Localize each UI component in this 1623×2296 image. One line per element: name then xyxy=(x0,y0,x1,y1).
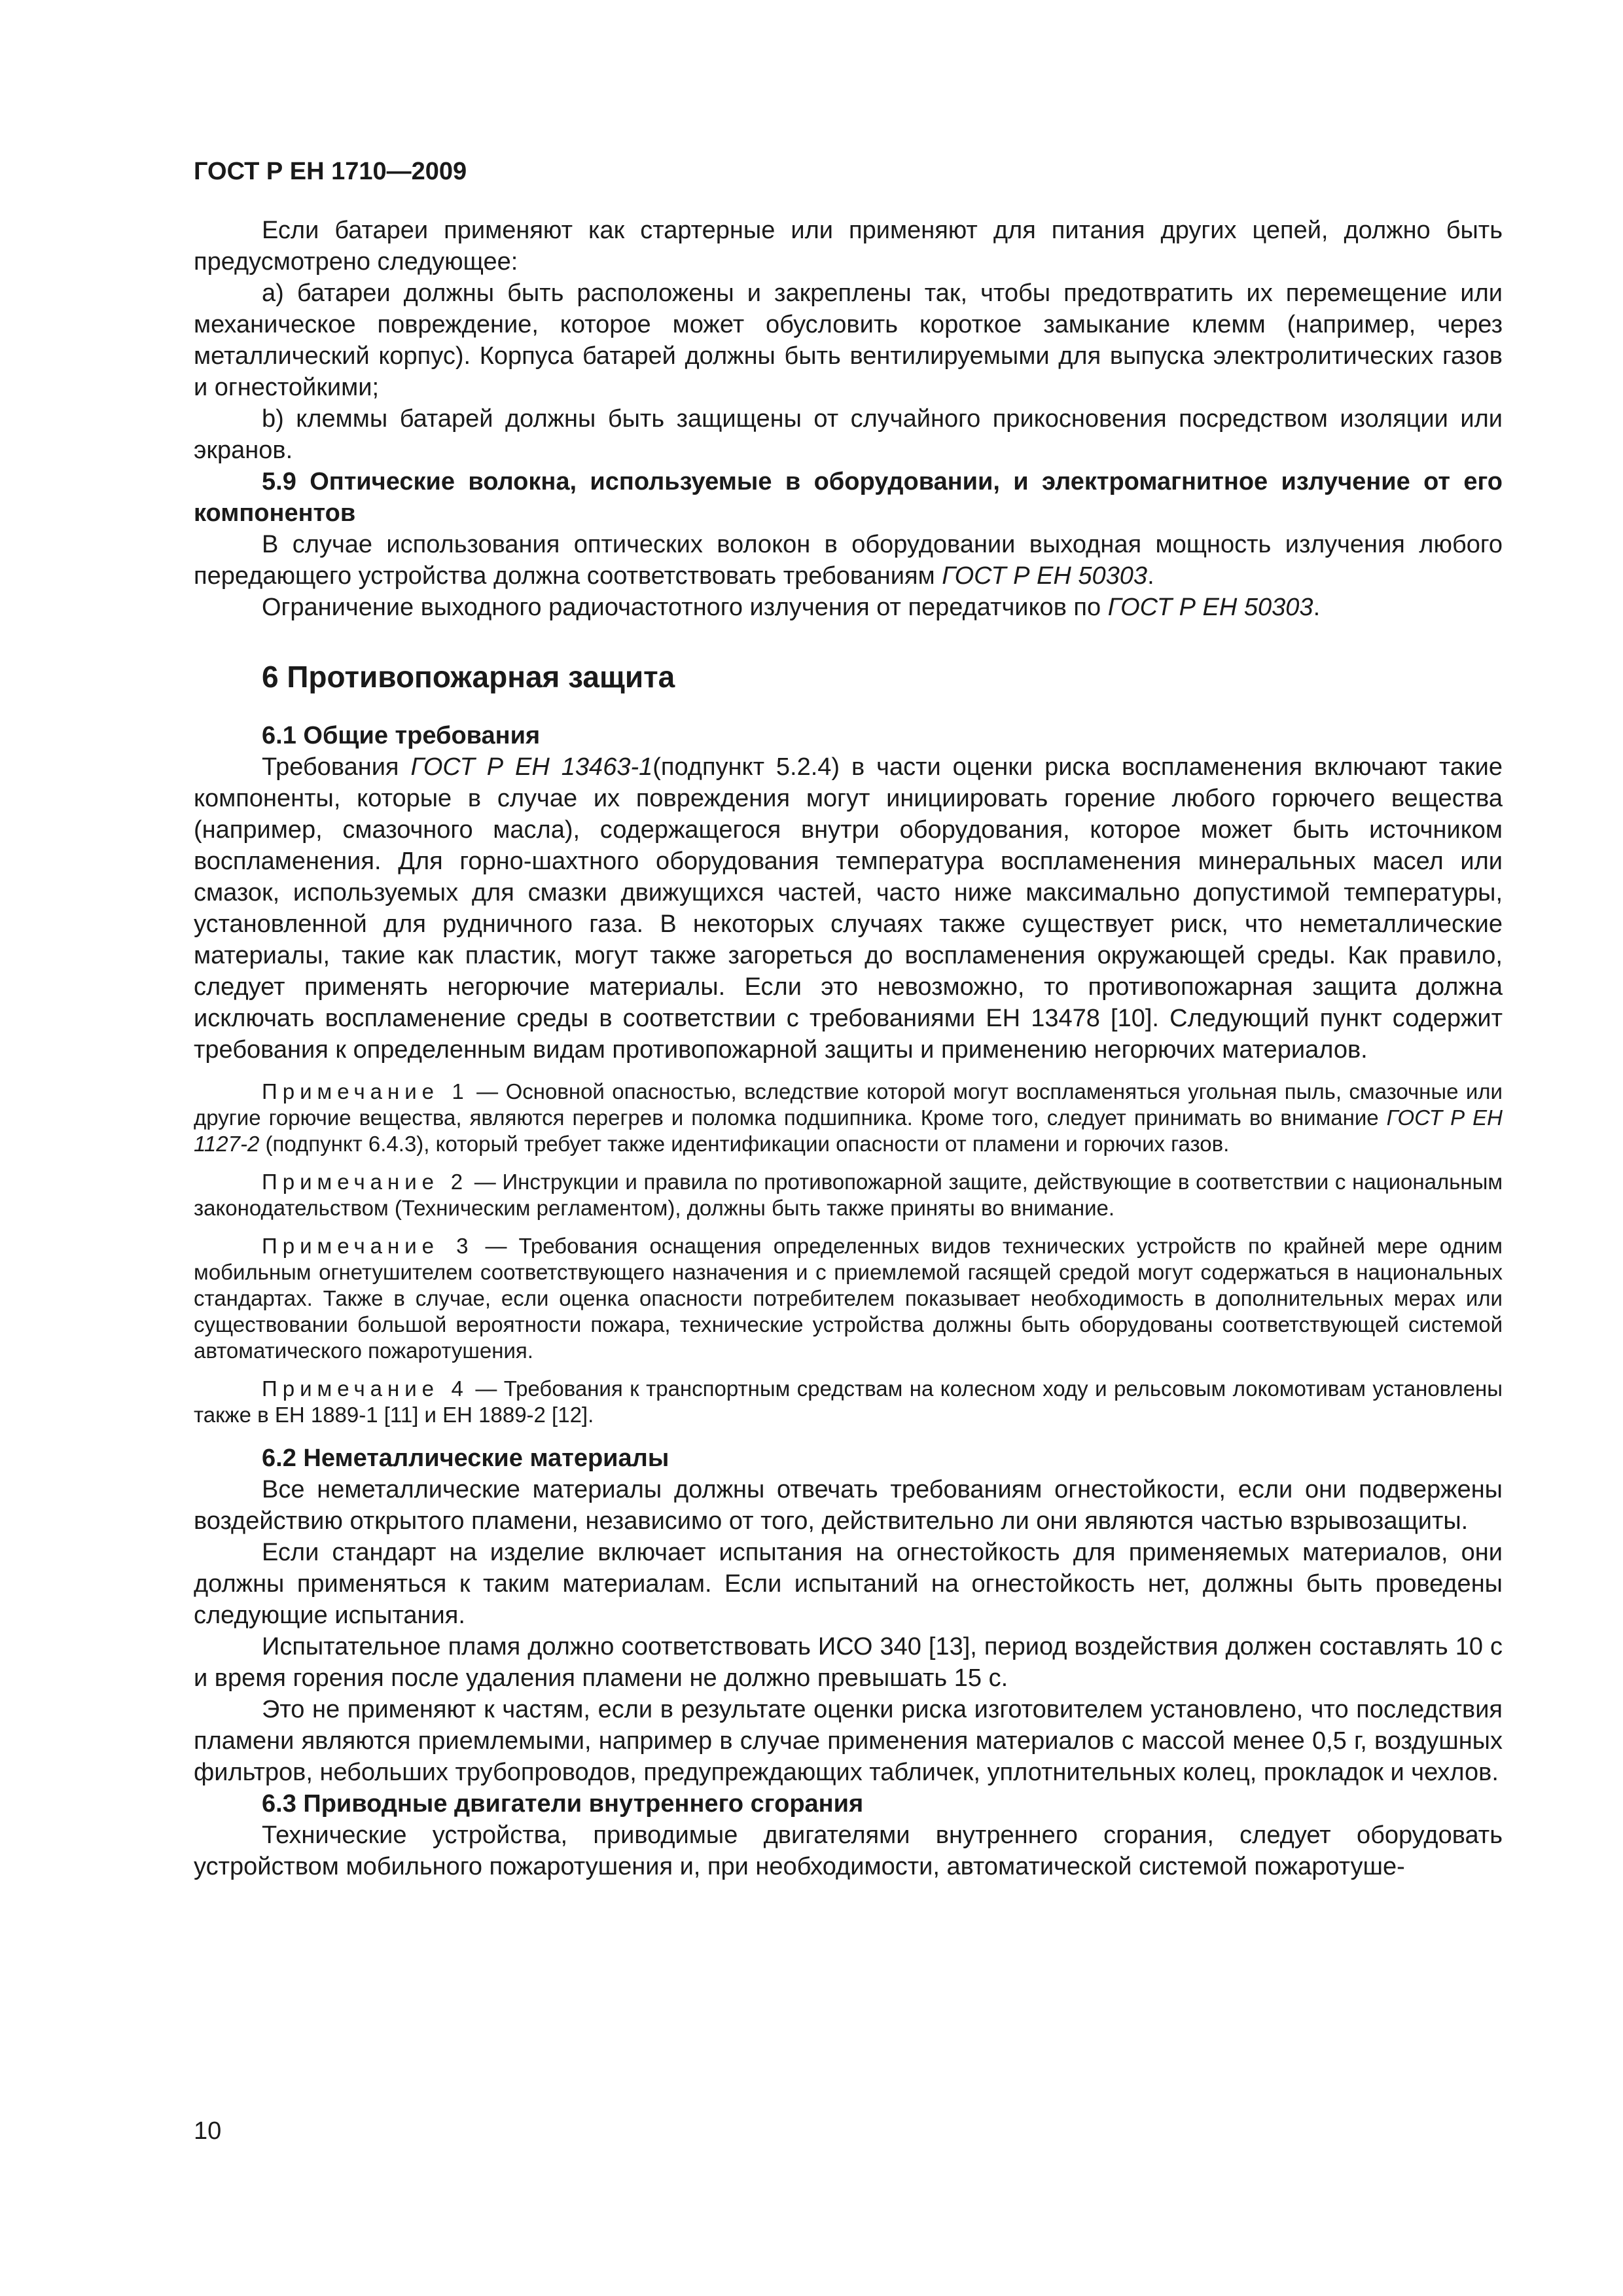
standard-reference: ГОСТ Р ЕН 50303 xyxy=(942,562,1148,590)
section-6-3-paragraph-1: Технические устройства, приводимые двигателями внутреннего сгорания, следует оборудовать устройством мобильного пожаротушения и, при необходимости, автоматической системой пожаротуше- xyxy=(194,1821,1503,1880)
text-run: — Требования оснащения определенных видов технических устройств по крайней мере одним мобильным огнетушителем соответствующего назначения и с приемлемой гасящей средой могут содержаться в национальных стандартах. Также в случае, если оценка опасности потребителем показывает необходимость в дополнительных мерах или существовании большой вероятности пожара, технические устройства должны быть оборудованы соответствующей системой автоматического пожаротушения. xyxy=(194,1234,1503,1363)
note-3 xyxy=(194,1233,1503,1364)
text-run: Требования xyxy=(262,753,411,781)
note-label: Примечание 2 xyxy=(262,1170,469,1194)
section-6-2-paragraph-1: Все неметаллические материалы должны отвечать требованиям огнестойкости, если они подвержены воздействию открытого пламени, независимо от того, действительно ли они являются частью взрывозащиты. xyxy=(194,1476,1503,1535)
text-run: Ограничение выходного радиочастотного излучения от передатчиков по xyxy=(262,594,1108,621)
note-1 xyxy=(194,1079,1503,1157)
document-header: ГОСТ Р ЕН 1710—2009 xyxy=(194,158,467,185)
list-item-b: b) клеммы батарей должны быть защищены от случайного прикосновения посредством изоляции или экранов. xyxy=(194,405,1503,464)
section-6-2-paragraph-4: Это не применяют к частям, если в результате оценки риска изготовителем установлено, что последствия пламени являются приемлемыми, например в случае применения материалов с массой менее 0,5 г, воздушных фильтров, небольших трубопроводов, предупреждающих табличек, уплотнительных колец, прокладок и чехлов. xyxy=(194,1696,1503,1786)
section-6-title: 6 Противопожарная защита xyxy=(262,660,675,694)
text-run: — Основной опасностью, вследствие которой могут воспламеняться угольная пыль, смазочные или другие горючие вещества, являются перегрев и поломка подшипника. Кроме того, следует принимать во внимание xyxy=(194,1079,1503,1130)
page-number: 10 xyxy=(194,2117,222,2145)
text-run: — Требования к транспортным средствам на колесном ходу и рельсовым локомотивам установлены также в ЕН 1889-1 [11] и ЕН 1889-2 [12]. xyxy=(194,1376,1503,1427)
text-run: (подпункт 5.2.4) в части оценки риска воспламенения включают такие компоненты, которые в случае их повреждения могут инициировать горение любого горючего вещества (например, смазочного масла), содержащегося внутри оборудования, которое может быть источником воспламенения. Для горно-шахтного оборудования температура воспламенения минеральных масел или смазок, используемых для смазки движущихся частей, часто ниже максимально допустимой температуры, установленной для рудничного газа. В некоторых случаях также существует риск, что неметаллические материалы, такие как пластик, могут также загореться до воспламенения окружающей среды. Как правило, следует применять негорючие материалы. Если это невозможно, то противопожарная защита должна исключать воспламенение среды в соответствии с требованиями ЕН 13478 [10]. Следующий пункт содержит требования к определенным видам противопожарной защиты и применению негорючих материалов. xyxy=(194,753,1503,1064)
standard-reference: ГОСТ Р ЕН 50303 xyxy=(1107,594,1313,621)
section-5-9-paragraph-2 xyxy=(194,592,1503,623)
text-run: . xyxy=(1313,594,1321,621)
list-item-a: a) батареи должны быть расположены и закреплены так, чтобы предотвратить их перемещение или механическое повреждение, которое может обусловить короткое замыкание клемм (например, через металлический корпус). Корпуса батарей должны быть вентилируемыми для выпуска электролитических газов и огнестойкими; xyxy=(194,279,1503,401)
text-run: — Инструкции и правила по противопожарной защите, действующие в соответствии с национальным законодательством (Техническим регламентом), должны быть также приняты во внимание. xyxy=(194,1170,1503,1220)
section-6-1-title: 6.1 Общие требования xyxy=(262,722,541,749)
section-6-2-paragraph-3: Испытательное пламя должно соответствовать ИСО 340 [13], период воздействия должен составлять 10 с и время горения после удаления пламени не должно превышать 15 с. xyxy=(194,1633,1503,1692)
note-label: Примечание 4 xyxy=(262,1376,469,1401)
section-6-2-paragraph-2: Если стандарт на изделие включает испытания на огнестойкость для применяемых материалов, они должны применяться к таким материалам. Если испытаний на огнестойкость нет, должны быть проведены следующие испытания. xyxy=(194,1539,1503,1629)
section-6-1-paragraph xyxy=(194,751,1503,1066)
note-label: Примечание 1 xyxy=(262,1079,469,1103)
standard-reference: ГОСТ Р ЕН 13463-1 xyxy=(410,753,653,781)
section-5-9-title: 5.9 Оптические волокна, используемые в оборудовании, и электромагнитное излучение от его компонентов xyxy=(194,468,1503,527)
text-run: (подпункт 6.4.3), который требует также идентификации опасности от пламени и горючих газов. xyxy=(259,1132,1230,1156)
section-5-9-paragraph-1 xyxy=(194,529,1503,592)
document-page xyxy=(194,154,1503,1882)
note-2 xyxy=(194,1169,1503,1221)
section-6-2-title: 6.2 Неметаллические материалы xyxy=(262,1444,669,1472)
note-4 xyxy=(194,1376,1503,1428)
section-6-3-title: 6.3 Приводные двигатели внутреннего сгорания xyxy=(262,1790,864,1818)
paragraph-batteries-intro: Если батареи применяют как стартерные или применяют для питания других цепей, должно быть предусмотрено следующее: xyxy=(194,217,1503,276)
text-run: В случае использования оптических волокон в оборудовании выходная мощность излучения любого передающего устройства должна соответствовать требованиям xyxy=(194,531,1503,590)
standard-reference: ГОСТ Р ЕН 1127-2 xyxy=(194,1105,1503,1156)
notes-block xyxy=(194,1079,1503,1428)
text-run: . xyxy=(1147,562,1154,590)
note-label: Примечание 3 xyxy=(262,1234,474,1258)
